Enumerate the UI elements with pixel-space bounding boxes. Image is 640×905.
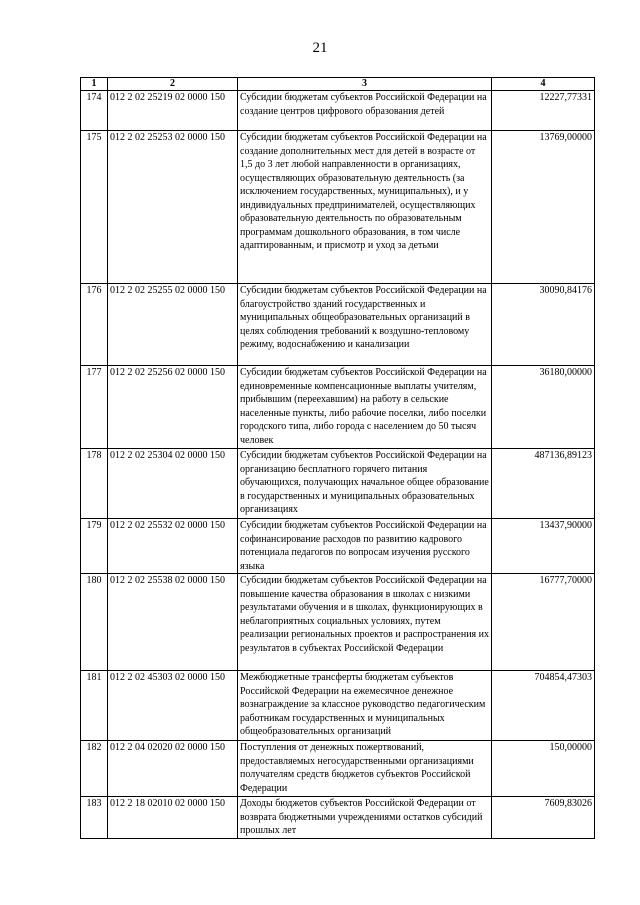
- budget-code: 012 2 04 02020 02 0000 150: [108, 741, 238, 797]
- table-row: [81, 366, 595, 449]
- header-col-1: 1: [81, 78, 108, 91]
- budget-code: 012 2 02 25219 02 0000 150: [108, 91, 238, 131]
- income-name: Субсидии бюджетам субъектов Российской Федерации на создание центров цифрового образования детей: [238, 91, 492, 131]
- budget-table: [80, 77, 595, 839]
- table-row: [81, 131, 595, 284]
- header-col-3: 3: [238, 78, 492, 91]
- row-number: 182: [81, 741, 108, 797]
- budget-code: 012 2 02 25256 02 0000 150: [108, 366, 238, 449]
- amount: 13769,00000: [492, 131, 595, 284]
- table-row: [81, 91, 595, 131]
- income-name: Доходы бюджетов субъектов Российской Федерации от возврата бюджетными учреждениями остатков субсидий прошлых лет: [238, 797, 492, 839]
- income-name: Поступления от денежных пожертвований, предоставляемых негосударственными организациями получателям средств бюджетов субъектов Российской Федерации: [238, 741, 492, 797]
- row-number: 181: [81, 671, 108, 741]
- table-row: [81, 519, 595, 574]
- row-number: 174: [81, 91, 108, 131]
- row-number: 179: [81, 519, 108, 574]
- row-number: 175: [81, 131, 108, 284]
- row-number: 176: [81, 284, 108, 366]
- table-header-row: [81, 78, 595, 91]
- amount: 7609,83026: [492, 797, 595, 839]
- row-number: 177: [81, 366, 108, 449]
- income-name: Субсидии бюджетам субъектов Российской Федерации на организацию бесплатного горячего питания обучающихся, получающих начальное общее образование в государственных и муниципальных образовательных организациях: [238, 449, 492, 519]
- row-number: 183: [81, 797, 108, 839]
- budget-code: 012 2 02 25532 02 0000 150: [108, 519, 238, 574]
- table-row: [81, 797, 595, 839]
- table-row: [81, 671, 595, 741]
- income-name: Субсидии бюджетам субъектов Российской Федерации на повышение качества образования в школах с низкими результатами обучения и в школах, функционирующих в неблагоприятных социальных условиях, путем реализации региональных проектов и распространения их результатов в субъектах Российской Федерации: [238, 574, 492, 671]
- income-name: Субсидии бюджетам субъектов Российской Федерации на софинансирование расходов по развитию кадрового потенциала педагогов по вопросам изучения русского языка: [238, 519, 492, 574]
- header-col-2: 2: [108, 78, 238, 91]
- income-name: Субсидии бюджетам субъектов Российской Федерации на благоустройство зданий государственных и муниципальных общеобразовательных организаций в целях соблюдения требований к воздушно-тепловому режиму, водоснабжению и канализации: [238, 284, 492, 366]
- budget-code: 012 2 02 25255 02 0000 150: [108, 284, 238, 366]
- income-name: Субсидии бюджетам субъектов Российской Федерации на единовременные компенсационные выплаты учителям, прибывшим (переехавшим) на работу в сельские населенные пункты, либо рабочие поселки, либо поселки городского типа, либо города с населением до 50 тысяч человек: [238, 366, 492, 449]
- page-number: 21: [312, 40, 328, 56]
- table-row: [81, 574, 595, 671]
- table-row: [81, 449, 595, 519]
- amount: 487136,89123: [492, 449, 595, 519]
- amount: 150,00000: [492, 741, 595, 797]
- budget-code: 012 2 02 25253 02 0000 150: [108, 131, 238, 284]
- row-number: 180: [81, 574, 108, 671]
- amount: 13437,90000: [492, 519, 595, 574]
- budget-code: 012 2 02 45303 02 0000 150: [108, 671, 238, 741]
- amount: 704854,47303: [492, 671, 595, 741]
- header-col-4: 4: [492, 78, 595, 91]
- budget-code: 012 2 18 02010 02 0000 150: [108, 797, 238, 839]
- income-name: Межбюджетные трансферты бюджетам субъектов Российской Федерации на ежемесячное денежное вознаграждение за классное руководство педагогическим работникам государственных и муниципальных общеобразовательных организаций: [238, 671, 492, 741]
- budget-code: 012 2 02 25304 02 0000 150: [108, 449, 238, 519]
- amount: 12227,77331: [492, 91, 595, 131]
- row-number: 178: [81, 449, 108, 519]
- table-row: [81, 741, 595, 797]
- budget-code: 012 2 02 25538 02 0000 150: [108, 574, 238, 671]
- income-name: Субсидии бюджетам субъектов Российской Федерации на создание дополнительных мест для детей в возрасте от 1,5 до 3 лет любой направленности в организациях, осуществляющих образовательную деятельность (за исключением государственных, муниципальных), и у индивидуальных предпринимателей, осуществляющих образовательную деятельность по образовательным программам дошкольного образования, в том числе адаптированным, и присмотр и уход за детьми: [238, 131, 492, 284]
- amount: 16777,70000: [492, 574, 595, 671]
- table-row: [81, 284, 595, 366]
- amount: 30090,84176: [492, 284, 595, 366]
- amount: 36180,00000: [492, 366, 595, 449]
